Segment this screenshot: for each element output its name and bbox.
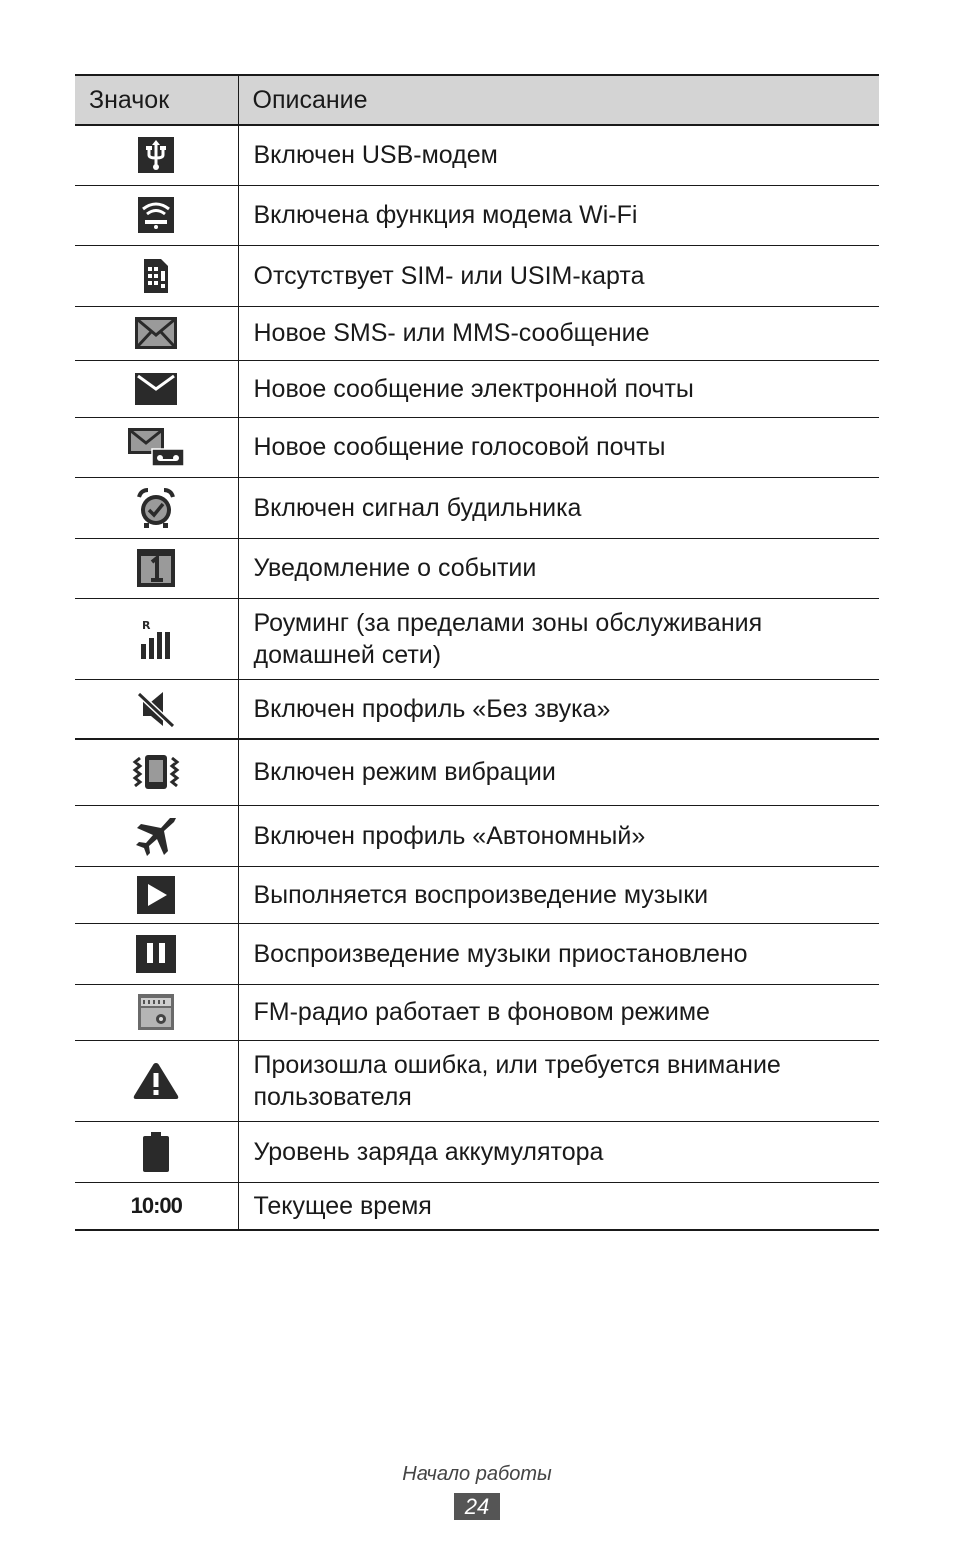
table-row xyxy=(75,477,879,538)
icon-cell xyxy=(75,360,238,417)
sms-mms-icon xyxy=(134,316,178,350)
email-icon xyxy=(134,372,178,406)
calendar-event-icon xyxy=(136,548,176,588)
usb-tethering-icon xyxy=(137,136,175,174)
status-icons-table xyxy=(75,74,879,1231)
description-cell: Включен профиль «Автономный» xyxy=(238,805,879,866)
description-cell: Отсутствует SIM- или USIM-карта xyxy=(238,245,879,306)
alarm-icon xyxy=(136,487,176,529)
icon-cell xyxy=(75,417,238,477)
icon-cell xyxy=(75,538,238,598)
section-title: Начало работы xyxy=(402,1463,552,1485)
description-cell: Включен профиль «Без звука» xyxy=(238,679,879,739)
icon-cell xyxy=(75,125,238,185)
table-row xyxy=(75,538,879,598)
warning-icon xyxy=(132,1061,180,1101)
table-row xyxy=(75,245,879,306)
description-cell: Уровень заряда аккумулятора xyxy=(238,1121,879,1182)
description-cell: Воспроизведение музыки приостановлено xyxy=(238,923,879,984)
vibration-icon xyxy=(130,752,182,792)
table-row xyxy=(75,866,879,923)
airplane-icon xyxy=(133,815,179,857)
description-cell: Включен сигнал будильника xyxy=(238,477,879,538)
table-row xyxy=(75,185,879,245)
table-row xyxy=(75,805,879,866)
icon-cell xyxy=(75,1040,238,1121)
table-row xyxy=(75,360,879,417)
icon-cell xyxy=(75,598,238,679)
icon-cell xyxy=(75,1182,238,1230)
description-cell: Новое SMS- или MMS-сообщение xyxy=(238,306,879,360)
clock-time-text: 10:00 xyxy=(130,1193,182,1219)
icon-cell xyxy=(75,923,238,984)
battery-icon xyxy=(141,1131,171,1173)
page-number: 24 xyxy=(454,1493,500,1520)
description-cell: FM-радио работает в фоновом режиме xyxy=(238,984,879,1040)
wifi-hotspot-icon xyxy=(137,196,175,234)
table-row xyxy=(75,923,879,984)
table-row xyxy=(75,306,879,360)
roaming-icon xyxy=(139,618,173,660)
table-row xyxy=(75,417,879,477)
description-cell: Выполняется воспроизведение музыки xyxy=(238,866,879,923)
table-row xyxy=(75,1182,879,1230)
description-cell: Включен режим вибрации xyxy=(238,739,879,805)
description-cell: Произошла ошибка, или требуется внимание пользователя xyxy=(238,1040,879,1121)
table-row xyxy=(75,739,879,805)
description-cell: Уведомление о событии xyxy=(238,538,879,598)
header-icon-column: Значок xyxy=(75,75,238,125)
table-header-row xyxy=(75,75,879,125)
icon-cell xyxy=(75,679,238,739)
table-row xyxy=(75,125,879,185)
icon-cell xyxy=(75,1121,238,1182)
icon-cell xyxy=(75,306,238,360)
icon-cell xyxy=(75,477,238,538)
description-cell: Новое сообщение голосовой почты xyxy=(238,417,879,477)
table-row xyxy=(75,1121,879,1182)
voicemail-icon xyxy=(127,427,185,467)
description-cell: Включен USB-модем xyxy=(238,125,879,185)
description-cell: Новое сообщение электронной почты xyxy=(238,360,879,417)
description-cell: Включена функция модема Wi-Fi xyxy=(238,185,879,245)
icon-cell xyxy=(75,866,238,923)
silent-mode-icon xyxy=(135,689,177,729)
no-sim-icon xyxy=(141,257,171,295)
fm-radio-icon xyxy=(137,993,175,1031)
icon-cell xyxy=(75,739,238,805)
table-row xyxy=(75,984,879,1040)
icon-cell xyxy=(75,984,238,1040)
play-icon xyxy=(136,875,176,915)
icon-cell xyxy=(75,245,238,306)
svg-text:R: R xyxy=(142,618,151,632)
pause-icon xyxy=(135,934,177,974)
table-row xyxy=(75,1040,879,1121)
table-row xyxy=(75,598,879,679)
icon-cell xyxy=(75,805,238,866)
table-row xyxy=(75,679,879,739)
header-description-column: Описание xyxy=(238,75,879,125)
icon-cell xyxy=(75,185,238,245)
description-cell: Роуминг (за пределами зоны обслуживания домашней сети) xyxy=(238,598,879,679)
description-cell: Текущее время xyxy=(238,1182,879,1230)
